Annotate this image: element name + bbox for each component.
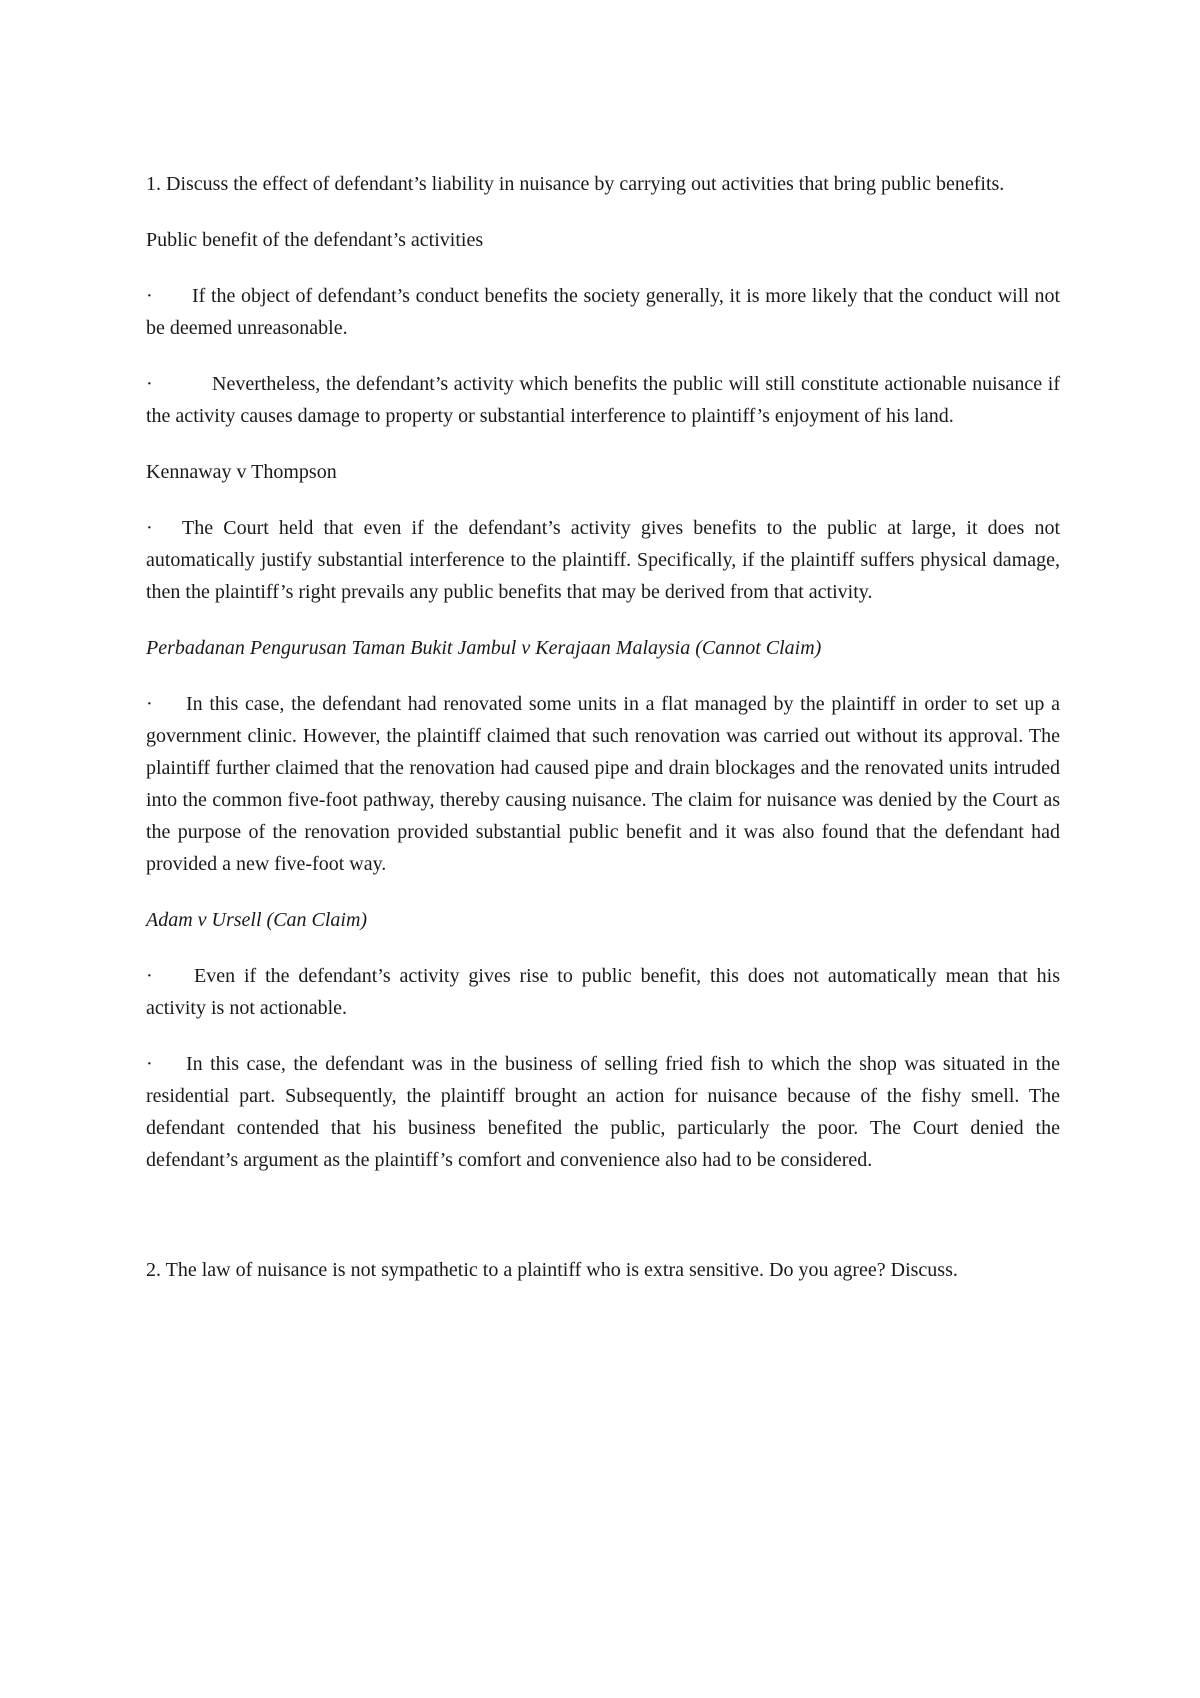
bullet-text: In this case, the defendant was in the business of selling fried fish to which the shop was situated in the residential part. Subsequently, the plaintiff brought an action for nuisance because of the fishy smell. The defendant contended that his business benefited the public, particularly the poor. The Court denied the defendant’s argument as the plaintiff’s comfort and convenience also had to be considered. <box>146 1053 1060 1171</box>
bullet-paragraph <box>146 688 1060 880</box>
bullet-text: Even if the defendant’s activity gives rise to public benefit, this does not automatically mean that his activity is not actionable. <box>146 965 1060 1019</box>
bullet-marker: · <box>146 693 153 715</box>
bullet-paragraph <box>146 1048 1060 1176</box>
bullet-paragraph <box>146 960 1060 1024</box>
case-heading-adam: Adam v Ursell (Can Claim) <box>146 909 368 931</box>
bullet-text: The Court held that even if the defendant’s activity gives benefits to the public at large, it does not automatically justify substantial interference to the plaintiff. Specifically, if the plaintiff suffers physical damage, then the plaintiff’s right prevails any public benefits that may be derived from that activity. <box>146 517 1060 603</box>
bullet-text: If the object of defendant’s conduct benefits the society generally, it is more likely that the conduct will not be deemed unreasonable. <box>146 285 1060 339</box>
section-heading-public-benefit: Public benefit of the defendant’s activities <box>146 229 484 251</box>
bullet-text: Nevertheless, the defendant’s activity which benefits the public will still constitute actionable nuisance if the activity causes damage to property or substantial interference to plaintiff’s enjoyment of his land. <box>146 373 1060 427</box>
bullet-marker: · <box>146 285 153 307</box>
bullet-paragraph <box>146 512 1060 608</box>
document-body <box>146 168 1060 1286</box>
bullet-marker: · <box>146 965 153 987</box>
bullet-marker: · <box>146 373 153 395</box>
question-2: 2. The law of nuisance is not sympathetic to a plaintiff who is extra sensitive. Do you agree? Discuss. <box>146 1259 958 1281</box>
question-1: 1. Discuss the effect of defendant’s liability in nuisance by carrying out activities that bring public benefits. <box>146 173 1005 195</box>
bullet-marker: · <box>146 1053 153 1075</box>
bullet-text: In this case, the defendant had renovated some units in a flat managed by the plaintiff in order to set up a government clinic. However, the plaintiff claimed that such renovation was carried out without its approval. The plaintiff further claimed that the renovation had caused pipe and drain blockages and the renovated units intruded into the common five-foot pathway, thereby causing nuisance. The claim for nuisance was denied by the Court as the purpose of the renovation provided substantial public benefit and it was also found that the defendant had provided a new five-foot way. <box>146 693 1060 875</box>
case-heading-perbadanan: Perbadanan Pengurusan Taman Bukit Jambul v Kerajaan Malaysia (Cannot Claim) <box>146 637 822 659</box>
case-heading-kennaway: Kennaway v Thompson <box>146 461 337 483</box>
bullet-marker: · <box>146 517 153 539</box>
bullet-paragraph <box>146 280 1060 344</box>
bullet-paragraph <box>146 368 1060 432</box>
